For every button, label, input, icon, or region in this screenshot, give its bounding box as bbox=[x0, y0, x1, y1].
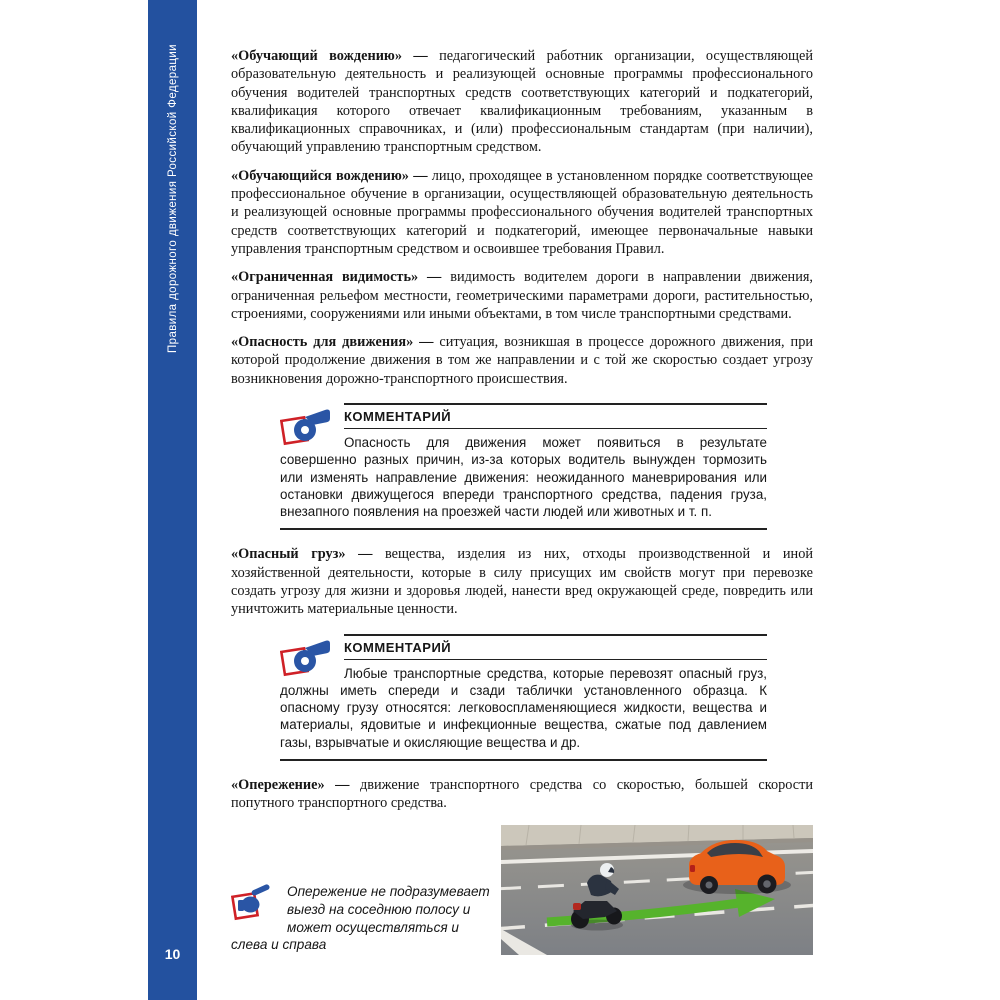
page-number: 10 bbox=[164, 946, 181, 962]
definition-paragraph bbox=[231, 167, 813, 258]
sidebar-title: Правила дорожного движения Российской Федерации bbox=[166, 44, 179, 354]
comment-divider bbox=[280, 759, 767, 761]
definition-text: видимость водителем дороги в направлении движения, ограниченная рельефом местности, геометрическими параметрами дороги, растительностью, строениями, сооружениями или иными объектами, в том числе транспортными средствами. bbox=[231, 269, 813, 322]
comment-divider bbox=[280, 528, 767, 530]
comment-block bbox=[280, 403, 767, 530]
definition-paragraph bbox=[231, 776, 813, 813]
definition-term: «Обучающийся вождению» — bbox=[231, 167, 428, 184]
note-text: Опережение не подразумевает выезд на соседнюю полосу и может осуществляться и слева и справа bbox=[231, 883, 490, 953]
comment-header bbox=[344, 403, 767, 429]
whistle-icon bbox=[280, 403, 334, 448]
road-scene bbox=[501, 825, 813, 955]
definition-text: ситуация, возникшая в процессе дорожного движения, при которой продолжение движения в том же направлении и с той же скоростью создает угрозу возникновения дорожно-транспортного происшествия. bbox=[231, 334, 813, 387]
comment-block bbox=[280, 634, 767, 761]
definition-term: «Ограниченная видимость» — bbox=[231, 269, 442, 286]
definition-term: «Опережение» — bbox=[231, 777, 350, 794]
comment-text: Любые транспортные средства, которые перевозят опасный груз, должны иметь спереди и сзади таблички установленного образца. К опасному грузу относятся: легковоспламеняющиеся жидкости, вещества и материалы, ядовитые и инфекционные вещества, сжатые под давлением газы, взрывчатые и окисляющие вещества и др. bbox=[280, 665, 767, 750]
definition-term: «Опасный груз» — bbox=[231, 546, 373, 563]
definition-paragraph bbox=[231, 333, 813, 388]
comment-header bbox=[344, 634, 767, 660]
main-content bbox=[231, 47, 813, 955]
comment-title: КОММЕНТАРИЙ bbox=[344, 640, 767, 660]
overtaking-photo bbox=[501, 825, 813, 955]
definition-text: лицо, проходящее в установленном порядке соответствующее профессиональное обучение в организации, осуществляющей образовательную деятельность и реализующей основные программы профессионального обучения водителей транспортных средств соответствующих категорий и подкатегорий, имеющее первоначальные навыки управления транспортным средством и освоившее требования Правил. bbox=[231, 167, 814, 257]
definition-term: «Обучающий вождению» — bbox=[231, 48, 428, 64]
comment-title: КОММЕНТАРИЙ bbox=[344, 409, 767, 429]
definition-term: «Опасность для движения» — bbox=[231, 334, 434, 351]
definition-paragraph bbox=[231, 268, 813, 323]
definition-paragraph bbox=[231, 47, 813, 157]
whistle-icon bbox=[280, 634, 334, 679]
definition-paragraph bbox=[231, 545, 813, 618]
comment-text: Опасность для движения может появиться в результате совершенно разных причин, из-за которых водитель вынужден тормозить или изменять направление движения: неожиданного маневрирования или остановки движущегося впереди транспортного средства, падения груза, внезапного появления на проезжей части людей или животных и т. п. bbox=[280, 435, 767, 520]
pointing-hand-icon bbox=[231, 883, 287, 919]
definition-text: вещества, изделия из них, отходы производственной и иной хозяйственной деятельности, которые в силу присущих им свойств могут при перевозке создать угрозу для жизни и здоровья людей, нанести вред окружающей среде, повредить или уничтожить материальные ценности. bbox=[231, 546, 814, 618]
bottom-row bbox=[231, 825, 813, 955]
note-block bbox=[231, 825, 493, 955]
definition-text: движение транспортного средства со скоростью, большей скорости попутного транспортного средства. bbox=[231, 777, 814, 812]
sidebar bbox=[148, 0, 197, 1000]
definition-text: педагогический работник организации, осуществляющей образовательную деятельность и реализующей основные программы профессионального обучения водителей транспортных средств соответствующих категорий и подкатегорий, квалификация которого отвечает квалификационным требованиям, указанным в квалификационных справочниках, и (или) профессиональным стандартам (при наличии), обучающий управлению транспортным средством. bbox=[231, 48, 814, 156]
